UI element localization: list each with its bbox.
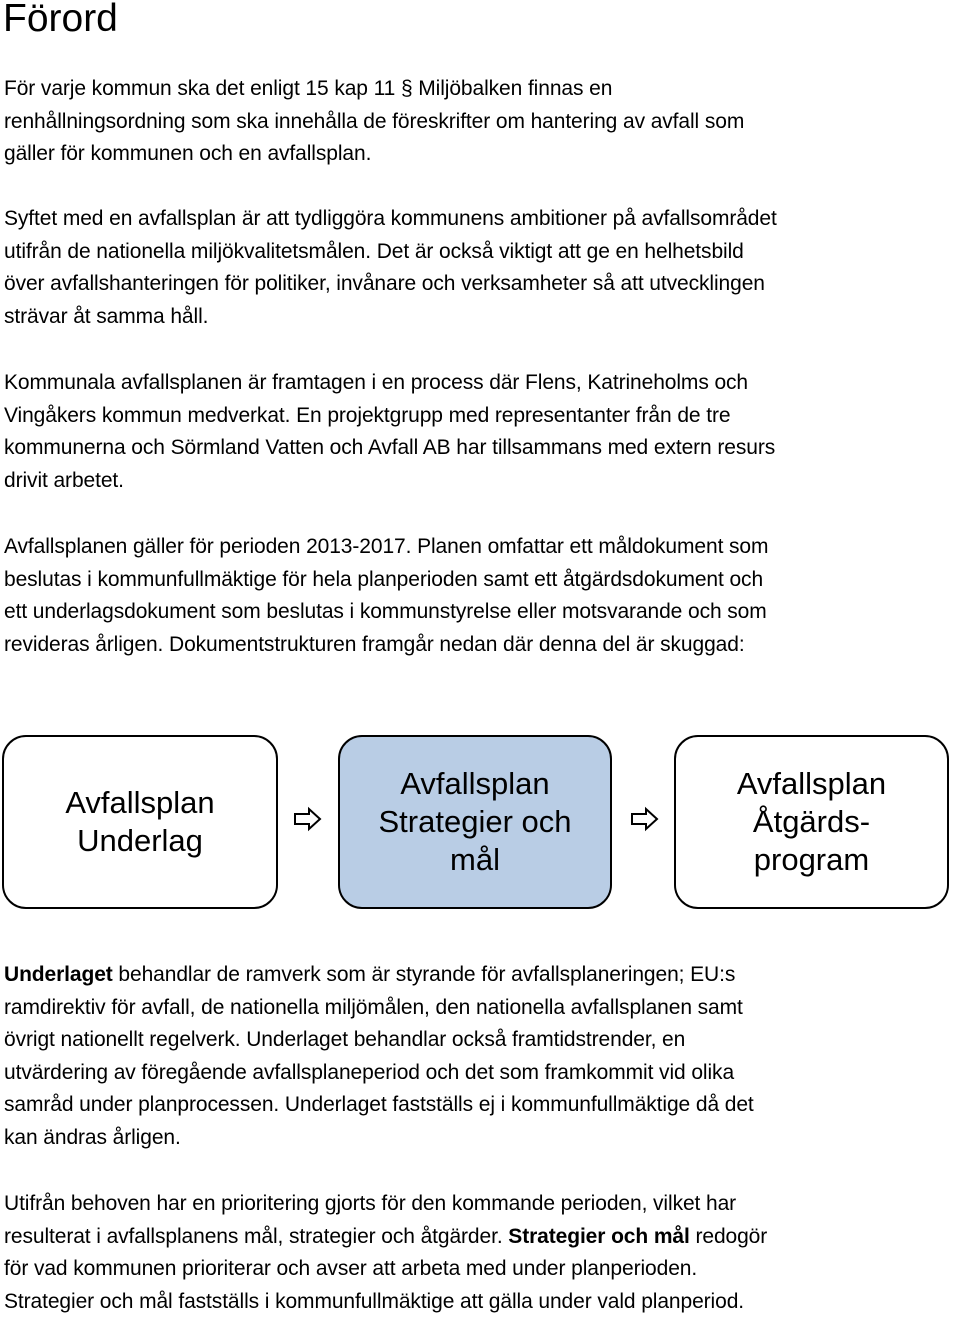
box-label: mål (450, 842, 500, 877)
paragraph-line: kan ändras årligen. (4, 1125, 181, 1149)
box-label: Strategier och (378, 804, 572, 839)
box-label: Avfallsplan (736, 766, 887, 801)
paragraph-process (4, 367, 960, 497)
paragraph-line: Vingåkers kommun medverkat. En projektgrupp med representanter från de tre (4, 403, 731, 427)
arrow-right-icon (293, 806, 323, 832)
paragraph-line: resulterat i avfallsplanens mål, strategier och åtgärder. Strategier och mål redogör (4, 1224, 768, 1248)
paragraph-line: övrigt nationellt regelverk. Underlaget behandlar också framtidstrender, en (4, 1028, 686, 1051)
paragraph-line: Utifrån behoven har en prioritering gjorts för den kommande perioden, vilket har (4, 1192, 737, 1215)
paragraph-line: revideras årligen. Dokumentstrukturen framgår nedan där denna del är skuggad: (4, 632, 745, 656)
paragraph-underlag (4, 959, 960, 1154)
paragraph-purpose (4, 203, 960, 333)
paragraph-period (4, 531, 960, 661)
arrow-right-icon (630, 806, 660, 832)
box-strategier-och-mal (338, 735, 612, 909)
paragraph-line: ramdirektiv för avfall, de nationella miljömålen, den nationella avfallsplanen samt (4, 995, 743, 1019)
paragraph-line: Underlaget behandlar de ramverk som är styrande för avfallsplaneringen; EU:s (4, 963, 736, 986)
box-label: Avfallsplan (65, 785, 215, 820)
paragraph-line: beslutas i kommunfullmäktige för hela planperioden samt ett åtgärdsdokument och (4, 567, 764, 591)
box-underlag (2, 735, 278, 909)
box-label: program (753, 842, 870, 877)
paragraph-line: För varje kommun ska det enligt 15 kap 11 § Miljöbalken finnas en (4, 77, 613, 100)
paragraph-priorities (4, 1188, 960, 1318)
paragraph-line: samråd under planprocessen. Underlaget fastställs ej i kommunfullmäktige då det (4, 1093, 754, 1116)
paragraph-legal-basis (4, 73, 960, 171)
paragraph-line: kommunerna och Sörmland Vatten och Avfall AB har tillsammans med extern resurs (4, 436, 776, 459)
box-label: Åtgärds- (752, 804, 871, 839)
paragraph-line: renhållningsordning som ska innehålla de föreskrifter om hantering av avfall som (4, 109, 745, 133)
page-title: Förord (3, 0, 118, 40)
bold-term: Strategier och mål (508, 1224, 690, 1248)
paragraph-line: utvärdering av föregående avfallsplaneperiod och det som framkommit vid olika (4, 1060, 735, 1084)
box-label: Underlag (77, 823, 203, 858)
bold-term: Underlaget (4, 963, 113, 986)
paragraph-line: för vad kommunen prioriterar och avser att arbeta med under planperioden. (4, 1257, 698, 1280)
paragraph-line: Syftet med en avfallsplan är att tydliggöra kommunens ambitioner på avfallsområdet (4, 207, 777, 230)
paragraph-line: gäller för kommunen och en avfallsplan. (4, 142, 372, 165)
paragraph-line: Avfallsplanen gäller för perioden 2013-2017. Planen omfattar ett måldokument som (4, 535, 769, 558)
paragraph-line: utifrån de nationella miljökvalitetsmålen. Det är också viktigt att ge en helhetsbild (4, 239, 744, 263)
box-label: Avfallsplan (400, 766, 550, 801)
paragraph-line: över avfallshanteringen för politiker, invånare och verksamheter så att utvecklingen (4, 272, 765, 295)
paragraph-line: Kommunala avfallsplanen är framtagen i en process där Flens, Katrineholms och (4, 371, 749, 394)
paragraph-line: Strategier och mål fastställs i kommunfullmäktige att gälla under vald planperiod. (4, 1289, 745, 1313)
paragraph-line: ett underlagsdokument som beslutas i kommunstyrelse eller motsvarande och som (4, 600, 767, 623)
paragraph-line: drivit arbetet. (4, 468, 124, 492)
paragraph-line: strävar åt samma håll. (4, 304, 209, 328)
box-atgardsprogram (674, 735, 949, 909)
